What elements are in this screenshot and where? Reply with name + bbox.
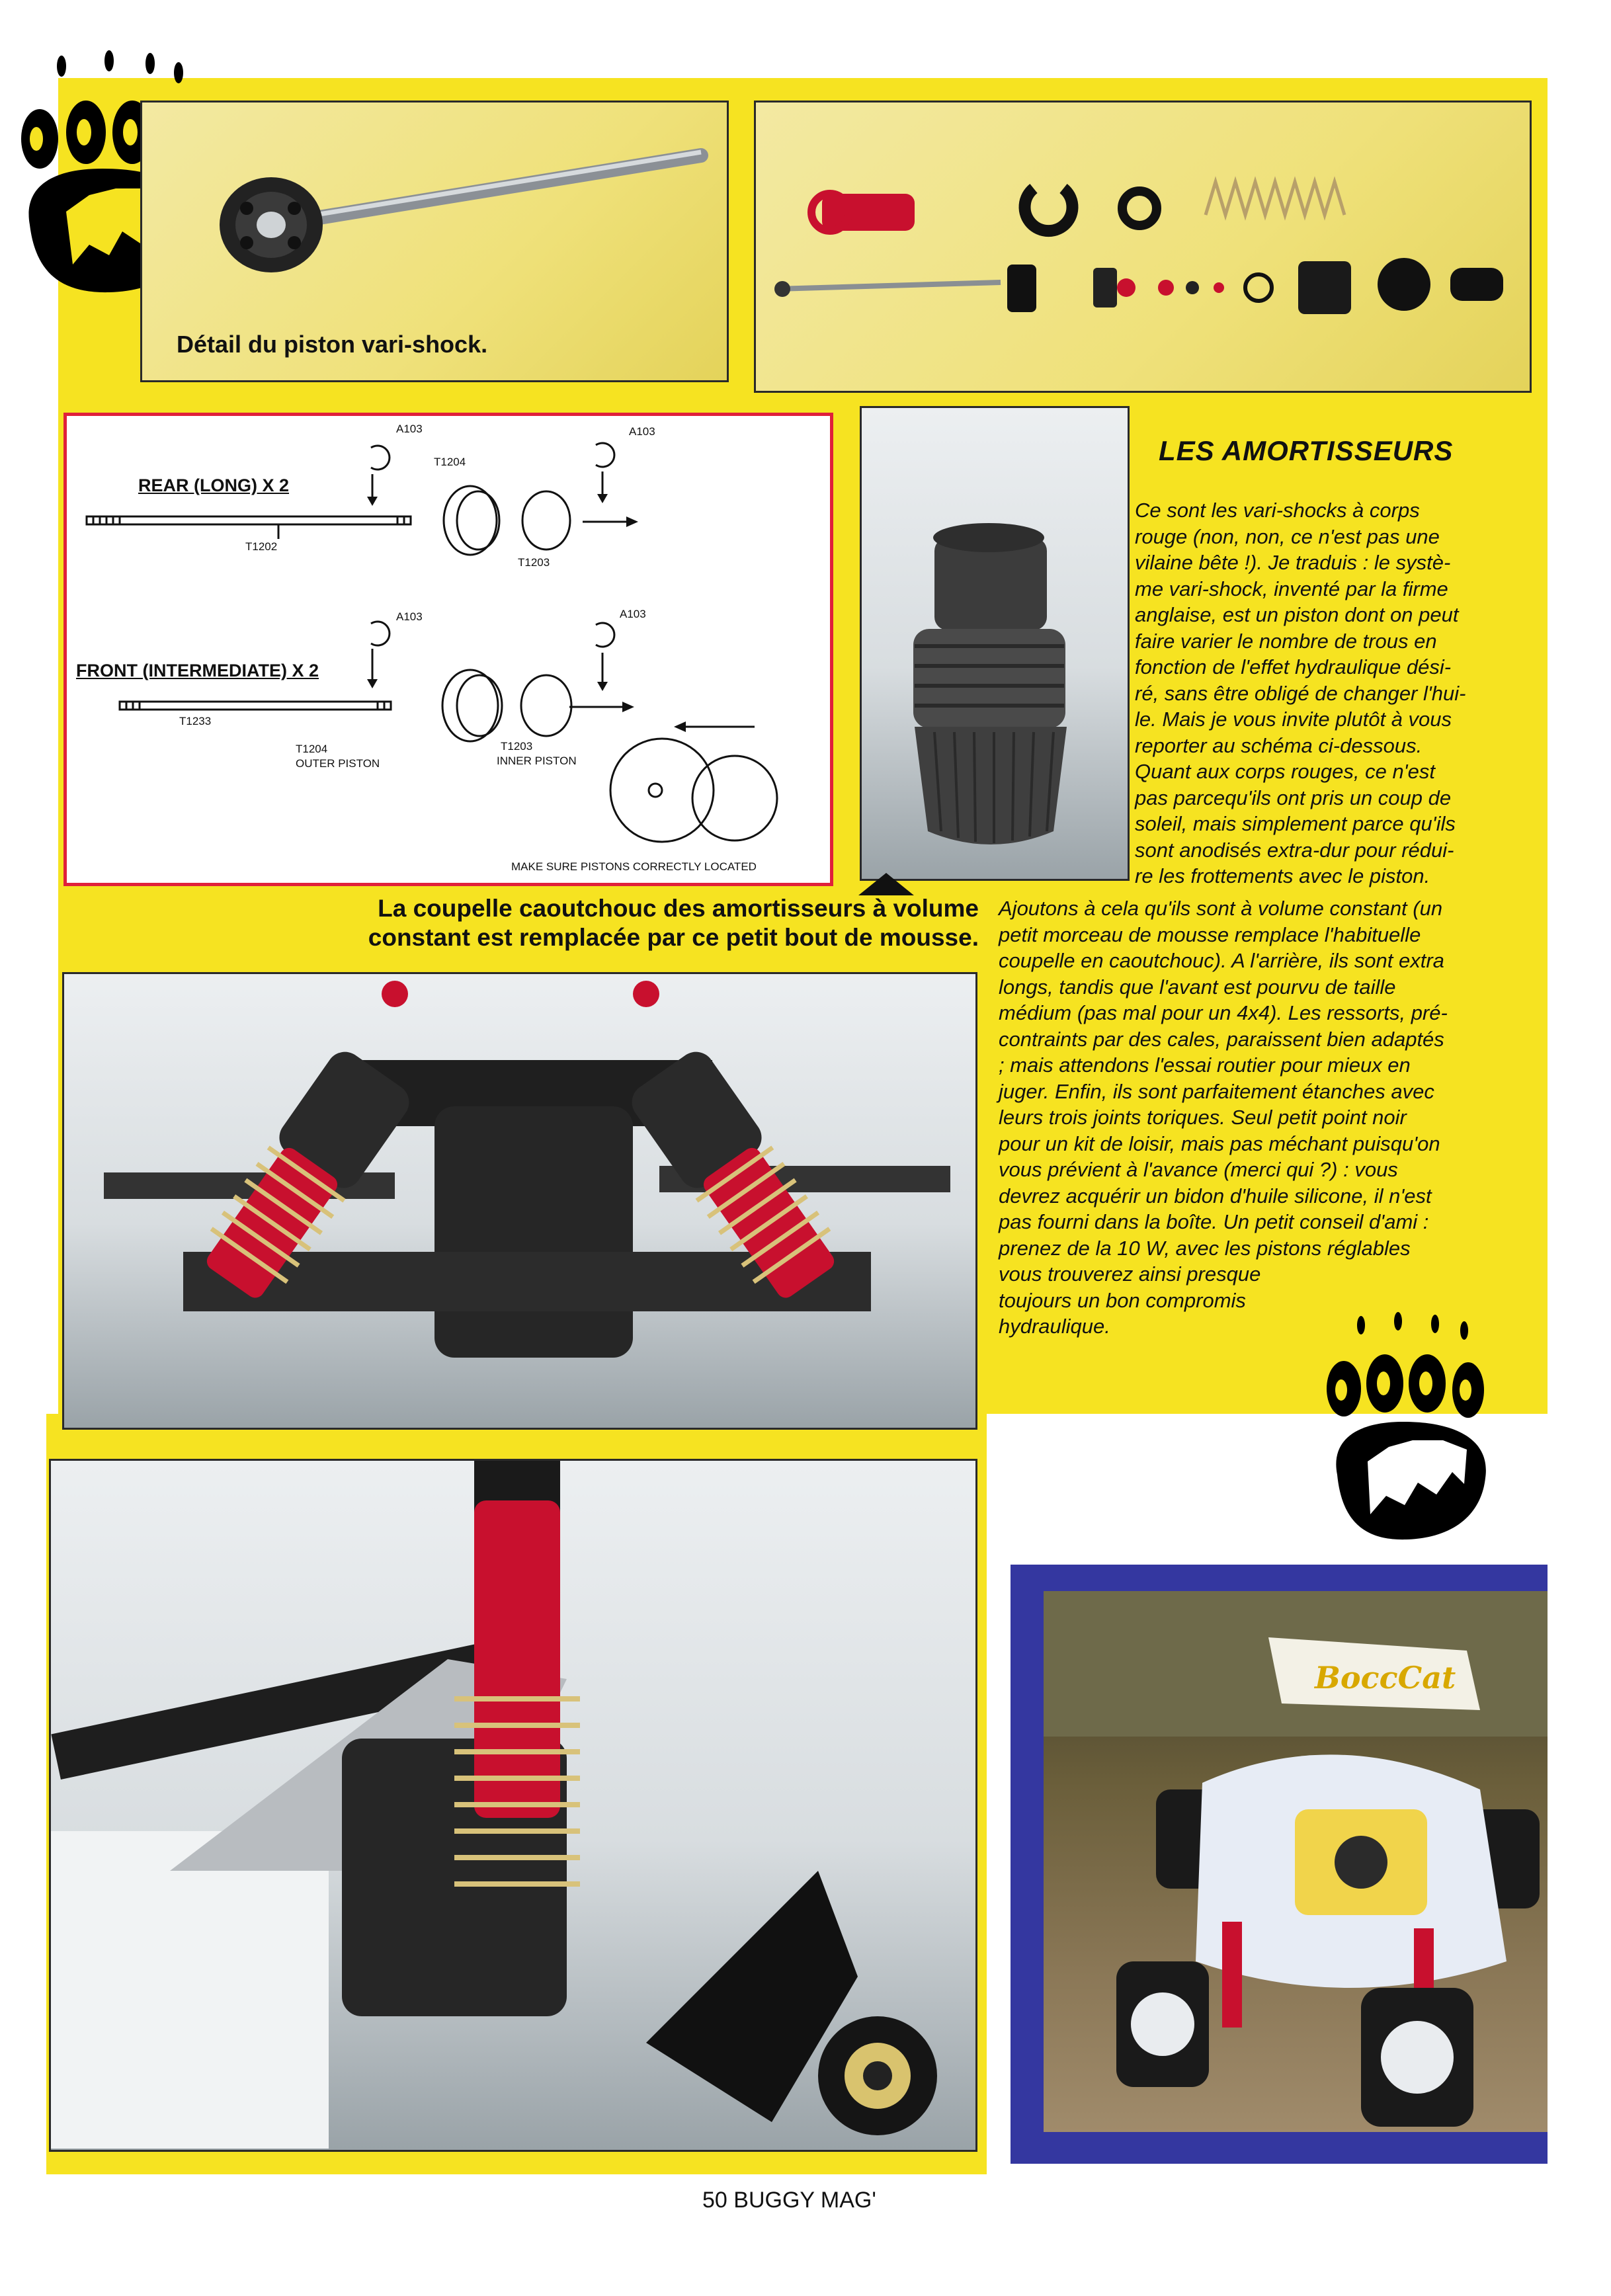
column-line: soleil, mais simplement parce qu'ils	[1135, 812, 1456, 835]
wide-line: médium (pas mal pour un 4x4). Les ressorts, pré-	[999, 1001, 1448, 1024]
rear-title: REAR (LONG) X 2	[138, 475, 290, 495]
page-folio: 50 BUGGY MAG'	[702, 2188, 876, 2213]
column-line: Ce sont les vari-shocks à corps	[1135, 499, 1420, 522]
label-t1202: T1202	[245, 540, 278, 553]
buggy-wing-text: BoccCat	[1315, 1660, 1456, 1696]
column-line: vilaine bête !). Je traduis : le systè-	[1135, 551, 1451, 574]
wide-line: juger. Enfin, ils sont parfaitement étanches avec	[999, 1079, 1434, 1103]
foam-caption-line: La coupelle caoutchouc des amortisseurs à volume	[378, 895, 979, 922]
shock-parts-illustration	[756, 102, 1530, 391]
column-line: fonction de l'effet hydraulique dési-	[1135, 655, 1452, 678]
column-line: le. Mais je vous invite plutôt à vous	[1135, 708, 1452, 731]
buggy-illustration	[1044, 1591, 1548, 2132]
caption-pointer	[858, 873, 914, 895]
wide-line: pas fourni dans la boîte. Un petit conseil d'ami :	[999, 1210, 1429, 1233]
label-make-sure: MAKE SURE PISTONS CORRECTLY LOCATED	[511, 860, 757, 873]
photo-buggy-frame	[1011, 1565, 1548, 2164]
article-column	[1135, 497, 1517, 889]
vari-shock-diagram	[63, 413, 833, 886]
label-t1204-bottom: T1204	[296, 743, 328, 755]
wide-line: ; mais attendons l'essai routier pour mieux en	[999, 1053, 1411, 1077]
front-suspension-illustration	[64, 974, 975, 1428]
wide-line: pour un kit de loisir, mais pas méchant puisqu'on	[999, 1131, 1440, 1155]
column-line: pas parcequ'ils ont pris un coup de	[1135, 786, 1452, 809]
paw-print-logo-right	[1317, 1309, 1489, 1547]
label-a103-2: A103	[629, 425, 655, 438]
column-line: anglaise, est un piston dont on peut	[1135, 603, 1459, 626]
label-outer-piston: OUTER PISTON	[296, 757, 380, 770]
wide-line: devrez acquérir un bidon d'huile silicone, il n'est	[999, 1184, 1432, 1208]
column-line: Quant aux corps rouges, ce n'est	[1135, 760, 1435, 783]
foam-piece-illustration	[862, 408, 1128, 879]
column-line: faire varier le nombre de trous en	[1135, 629, 1437, 653]
foam-caption-line: constant est remplacée par ce petit bout de mousse.	[368, 924, 979, 951]
column-line: me vari-shock, inventé par la firme	[1135, 577, 1448, 600]
rear-suspension-illustration	[51, 1461, 975, 2150]
photo-foam-piece	[860, 406, 1130, 881]
label-t1203-bottom: T1203	[501, 740, 533, 753]
label-t1203-top: T1203	[518, 556, 550, 569]
label-t1204-top: T1204	[434, 456, 466, 468]
wide-line: Ajoutons à cela qu'ils sont à volume constant (un	[999, 897, 1443, 920]
article-wide-paragraph	[999, 895, 1517, 1261]
article-tail	[999, 1261, 1342, 1340]
photo-buggy	[1044, 1591, 1548, 2132]
photo-shock-parts	[754, 101, 1532, 393]
label-a103-4: A103	[620, 608, 646, 620]
photo-piston-detail	[140, 101, 729, 382]
wide-line: leurs trois joints toriques. Seul petit point noir	[999, 1106, 1407, 1129]
tail-line: hydraulique.	[999, 1315, 1110, 1338]
photo-front-suspension	[62, 972, 977, 1430]
wide-line: longs, tandis que l'avant est pourvu de taille	[999, 975, 1396, 999]
photo-rear-suspension	[49, 1459, 977, 2152]
wide-line: contraints par des cales, paraissent bien adaptés	[999, 1027, 1444, 1051]
label-a103-3: A103	[396, 610, 423, 623]
label-t1233: T1233	[179, 715, 212, 727]
tail-line: toujours un bon compromis	[999, 1288, 1246, 1312]
column-line: reporter au schéma ci-dessous.	[1135, 733, 1423, 757]
label-inner-piston: INNER PISTON	[497, 755, 577, 767]
column-line: re les frottements avec le piston.	[1135, 864, 1430, 887]
wide-line: petit morceau de mousse remplace l'habituelle	[999, 922, 1421, 946]
column-line: sont anodisés extra-dur pour rédui-	[1135, 838, 1454, 862]
wide-line: vous prévient à l'avance (merci qui ?) : vous	[999, 1158, 1398, 1181]
foam-caption	[265, 894, 979, 952]
tail-line: vous trouverez ainsi presque	[999, 1262, 1261, 1286]
wide-line: coupelle en caoutchouc). A l'arrière, ils sont extra	[999, 949, 1444, 972]
label-a103-1: A103	[396, 423, 423, 435]
column-line: rouge (non, non, ce n'est pas une	[1135, 524, 1440, 548]
column-line: ré, sans être obligé de changer l'hui-	[1135, 681, 1466, 705]
wide-line: prenez de la 10 W, avec les pistons réglables	[999, 1236, 1411, 1260]
front-title: FRONT (INTERMEDIATE) X 2	[76, 661, 319, 680]
piston-caption: Détail du piston vari-shock.	[177, 331, 488, 358]
article-heading: LES AMORTISSEURS	[1159, 435, 1454, 466]
